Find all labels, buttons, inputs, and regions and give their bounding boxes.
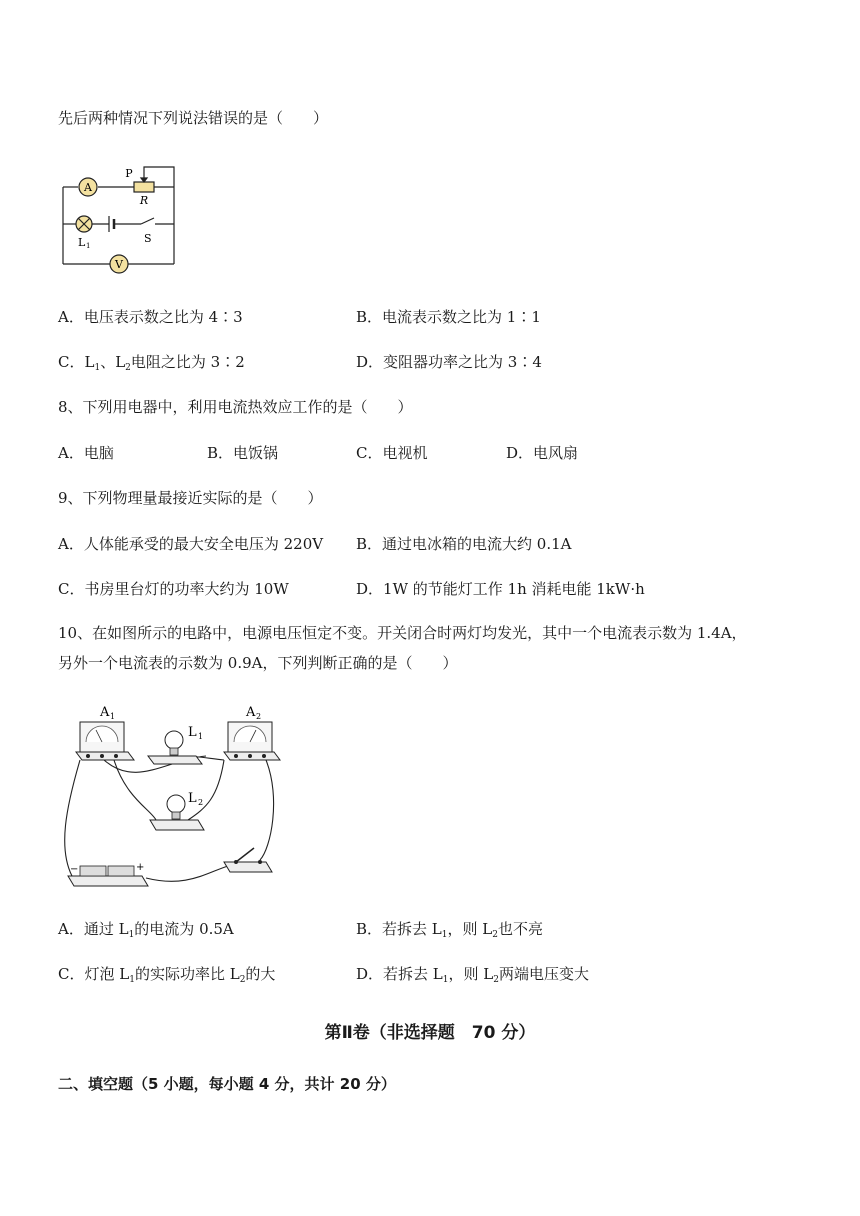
q7-option-a: A．电压表示数之比为 4∶3 (58, 308, 243, 326)
a2-label: A (246, 705, 256, 720)
q7-option-d: D．变阻器功率之比为 3∶4 (356, 353, 542, 371)
q8-option-c: C．电视机 (356, 444, 428, 462)
rheostat-label: R (139, 194, 149, 207)
l1-label-sub: 1 (198, 732, 204, 741)
battery-plus-label: + (136, 862, 145, 873)
q7-option-c: C．$L_1$、$L_2$电阻之比为 3∶2 (58, 353, 245, 373)
q7-option-b: B．电流表示数之比为 1∶1 (356, 308, 541, 326)
q10-circuit-picture (56, 698, 302, 892)
q9-option-d: D．1W 的节能灯工作 1h 消耗电能 1kW·h (356, 580, 645, 598)
l1-label: L (188, 725, 197, 740)
ammeter-label: A (84, 181, 92, 194)
l2-label-sub: 2 (198, 798, 204, 807)
q8-option-d: D．电风扇 (506, 444, 579, 462)
section-title: 第Ⅱ卷（非选择题 70 分） (324, 1023, 536, 1043)
l2-label: L (188, 791, 197, 806)
q10-option-b: B．若拆去 $L_1$，则 $L_2$也不亮 (356, 920, 543, 940)
q8-option-a: A．电脑 (58, 444, 114, 462)
a1-label-sub: 1 (110, 712, 116, 721)
q10-option-a: A．通过 $L_1$的电流为 0.5A (58, 920, 234, 940)
q8-stem: 8、下列用电器中，利用电流热效应工作的是（ ） (58, 398, 413, 416)
lamp-label-sub: 1 (86, 242, 91, 250)
part-title: 二、填空题（5 小题，每小题 4 分，共计 20 分） (58, 1075, 396, 1093)
a1-label: A (100, 705, 110, 720)
ammeter-a1-icon (76, 722, 134, 760)
lamp-label: L (78, 236, 86, 249)
q10-stem-line2: 另外一个电流表的示数为 0.9A，下列判断正确的是（ ） (58, 654, 458, 672)
q10-option-c: C．灯泡 $L_1$的实际功率比 $L_2$的大 (58, 965, 276, 985)
slider-label: P (125, 167, 133, 180)
q9-option-b: B．通过电冰箱的电流大约 0.1A (356, 535, 572, 553)
q7-stem: 先后两种情况下列说法错误的是（ ） (58, 109, 329, 127)
q9-option-a: A．人体能承受的最大安全电压为 220V (58, 535, 324, 553)
voltmeter-label: V (115, 258, 123, 271)
q8-option-b: B．电饭锅 (207, 444, 279, 462)
q7-circuit-diagram (56, 160, 186, 275)
q9-option-c: C．书房里台灯的功率大约为 10W (58, 580, 289, 598)
q10-option-d: D．若拆去 $L_1$，则 $L_2$两端电压变大 (356, 965, 589, 985)
battery-minus-label: − (70, 864, 79, 875)
q9-stem: 9、下列物理量最接近实际的是（ ） (58, 489, 323, 507)
q10-stem-line1: 10、在如图所示的电路中，电源电压恒定不变。开关闭合时两灯均发光，其中一个电流表示数为 1.4A， (58, 624, 747, 642)
ammeter-a2-icon (224, 722, 280, 760)
a2-label-sub: 2 (256, 712, 262, 721)
switch-label: S (144, 232, 152, 245)
